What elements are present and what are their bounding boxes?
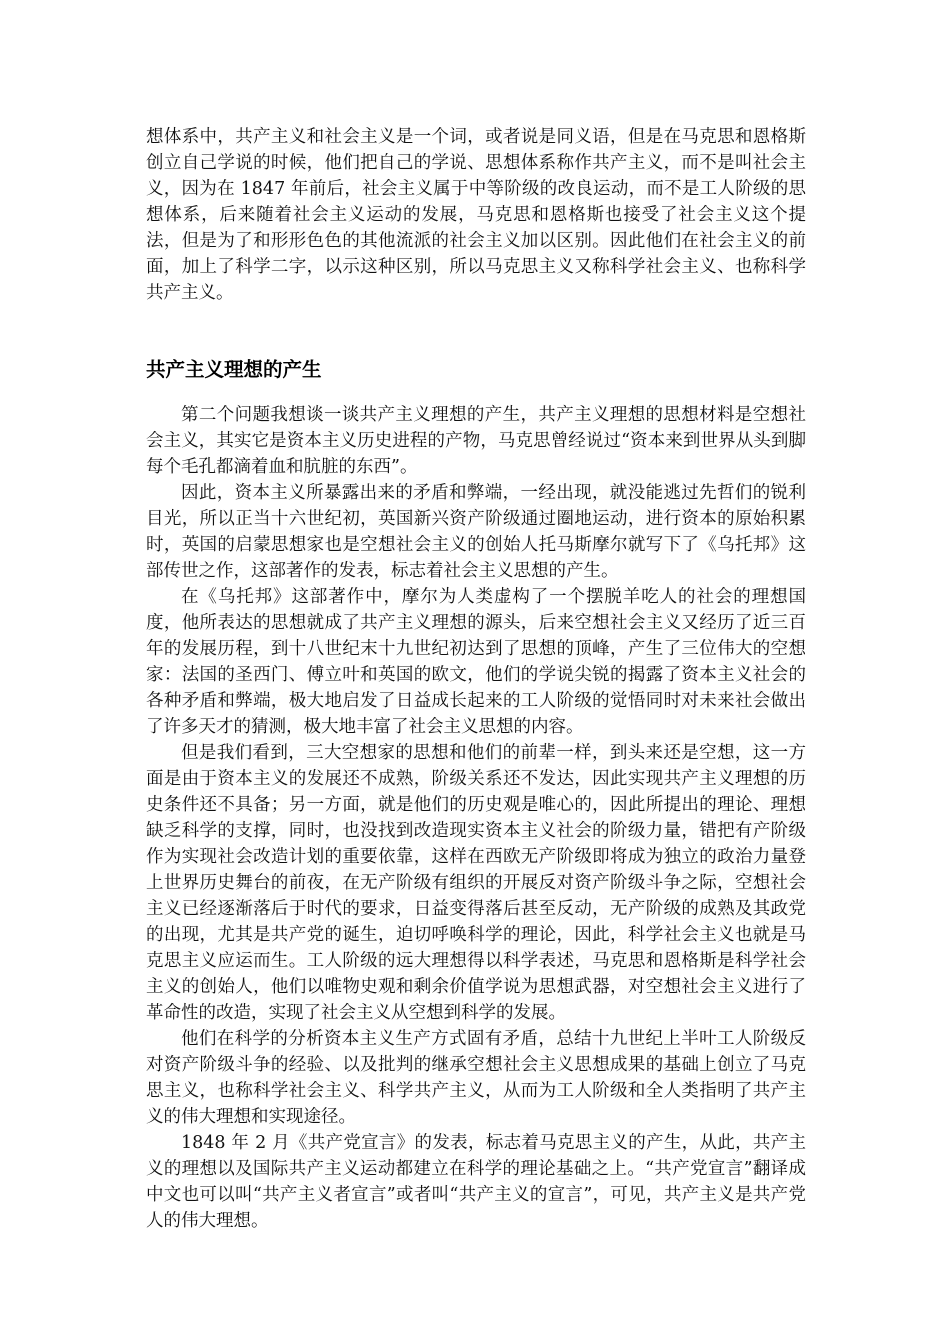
body-paragraph-2: 因此，资本主义所暴露出来的矛盾和弊端，一经出现，就没能逃过先哲们的锐利目光，所以正当十六世纪初，英国新兴资产阶级通过圈地运动，进行资本的原始积累时，英国的启蒙思想家也是空想社会主义的创始人托马斯摩尔就写下了《乌托邦》这部传世之作，这部著作的发表，标志着社会主义思想的产生。 xyxy=(146,483,806,581)
body-paragraph-1: 第二个问题我想谈一谈共产主义理想的产生，共产主义理想的思想材料是空想社会主义，其实它是资本主义历史进程的产物，马克思曾经说过“资本来到世界从头到脚每个毛孔都滴着血和肮脏的东西”。 xyxy=(146,405,806,477)
section-heading: 共产主义理想的产生 xyxy=(146,358,322,381)
body-paragraph-6: 1848 年 2 月《共产党宣言》的发表，标志着马克思主义的产生，从此，共产主义的理想以及国际共产主义运动都建立在科学的理论基础之上。“共产党宣言”翻译成中文也可以叫“共产主义者宣言”或者叫“共产主义的宣言”，可见，共产主义是共产党人的伟大理想。 xyxy=(146,1133,806,1231)
intro-paragraph: 想体系中，共产主义和社会主义是一个词，或者说是同义语，但是在马克思和恩格斯创立自己学说的时候，他们把自己的学说、思想体系称作共产主义，而不是叫社会主义，因为在 1847 年前后，社会主义属于中等阶级的改良运动，而不是工人阶级的思想体系，后来随着社会主义运动的发展，马克思和恩格斯也接受了社会主义这个提法，但是为了和形形色色的其他流派的社会主义加以区别。因此他们在社会主义的前面，加上了科学二字，以示这种区别，所以马克思主义又称科学社会主义、也称科学共产主义。 xyxy=(146,127,806,303)
document-page xyxy=(146,124,806,1234)
body-paragraph-3: 在《乌托邦》这部著作中，摩尔为人类虚构了一个摆脱羊吃人的社会的理想国度，他所表达的思想就成了共产主义理想的源头，后来空想社会主义又经历了近三百年的发展历程，到十八世纪末十九世纪初达到了思想的顶峰，产生了三位伟大的空想家：法国的圣西门、傅立叶和英国的欧文，他们的学说尖锐的揭露了资本主义社会的各种矛盾和弊端，极大地启发了日益成长起来的工人阶级的觉悟同时对未来社会做出了许多天才的猜测，极大地丰富了社会主义思想的内容。 xyxy=(146,587,806,737)
body-paragraph-5: 他们在科学的分析资本主义生产方式固有矛盾，总结十九世纪上半叶工人阶级反对资产阶级斗争的经验、以及批判的继承空想社会主义思想成果的基础上创立了马克思主义，也称科学社会主义、科学共产主义，从而为工人阶级和全人类指明了共产主义的伟大理想和实现途径。 xyxy=(146,1029,806,1127)
body-paragraph-4: 但是我们看到，三大空想家的思想和他们的前辈一样，到头来还是空想，这一方面是由于资本主义的发展还不成熟，阶级关系还不发达，因此实现共产主义理想的历史条件还不具备；另一方面，就是他们的历史观是唯心的，因此所提出的理论、理想缺乏科学的支撑，同时，也没找到改造现实资本主义社会的阶级力量，错把有产阶级作为实现社会改造计划的重要依靠，这样在西欧无产阶级即将成为独立的政治力量登上世界历史舞台的前夜，在无产阶级有组织的开展反对资产阶级斗争之际，空想社会主义已经逐渐落后于时代的要求，日益变得落后甚至反动，无产阶级的成熟及其政党的出现，尤其是共产党的诞生，迫切呼唤科学的理论，因此，科学社会主义也就是马克思主义应运而生。工人阶级的远大理想得以科学表述，马克思和恩格斯是科学社会主义的创始人，他们以唯物史观和剩余价值学说为思想武器，对空想社会主义进行了革命性的改造，实现了社会主义从空想到科学的发展。 xyxy=(146,743,806,1023)
